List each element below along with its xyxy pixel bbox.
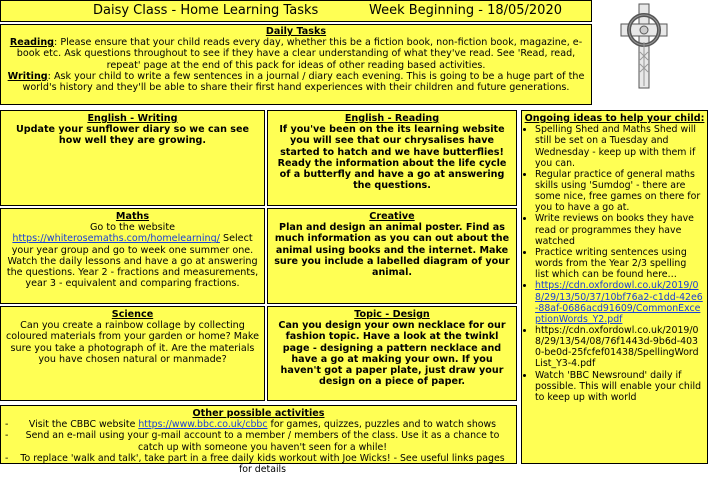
reading-paragraph bbox=[1, 37, 591, 71]
writing-label: Writing bbox=[7, 70, 48, 82]
list-item bbox=[13, 419, 512, 430]
english-writing-box bbox=[0, 110, 265, 206]
cbbc-text-after: for games, quizzes, puzzles and to watch shows bbox=[267, 419, 497, 431]
english-reading-text: If you've been on the its learning website you will see that our chrysalises have started to hatch and we have butterflies! Ready the information about the life cycle of a butterfly and have a go at answering the questions. bbox=[277, 124, 507, 192]
list-item: • Watch 'BBC Newsround' daily if possible. This will enable your child to keep up with world bbox=[535, 370, 703, 403]
creative-title: Creative bbox=[369, 211, 415, 222]
list-item: - To replace 'walk and talk', take part in a free daily kids workout with Joe Wicks! - See useful links pages for details bbox=[13, 453, 512, 475]
header-bar bbox=[0, 0, 592, 22]
english-writing-title: English - Writing bbox=[87, 113, 178, 124]
list-item: • Practice writing sentences using words from the Year 2/3 spelling list which can be found here… bbox=[535, 247, 703, 280]
daily-tasks-box bbox=[0, 24, 592, 105]
ongoing-ideas-list bbox=[522, 124, 707, 403]
english-reading-title: English - Reading bbox=[344, 113, 440, 124]
week-beginning: Week Beginning - 18/05/2020 bbox=[369, 3, 562, 18]
creative-text: Plan and design an animal poster. Find as much information as you can out about the animal using books and the internet. Make sure you include a labelled diagram of your animal. bbox=[274, 222, 510, 279]
list-item: • Spelling Shed and Maths Shed will still be set on a Tuesday and Wednesday - keep up with them if you can. bbox=[535, 124, 703, 169]
maths-text-before: Go to the website bbox=[90, 222, 175, 234]
other-activities-list bbox=[1, 419, 516, 475]
maths-title: Maths bbox=[115, 211, 150, 222]
other-activities-box bbox=[0, 405, 517, 476]
cbbc-text-before: Visit the CBBC website bbox=[28, 419, 139, 431]
list-item: • Regular practice of general maths skills using 'Sumdog' - there are some nice, free games on there for you to have a go at. bbox=[535, 169, 703, 214]
common-exception-words-link[interactable]: https://cdn.oxfordowl.co.uk/2019/08/29/13/50/37/10bf76a2-c1dd-42e6-88af-0686acd91609/CommonExceptionWords_Y2.pdf bbox=[535, 280, 703, 325]
maths-text bbox=[1, 222, 264, 289]
reading-label: Reading bbox=[9, 37, 55, 49]
reading-text: : Please ensure that your child reads every day, whether this be a fiction book, non-fiction book, magazine, e-book etc. Ask questions throughout to see if they have a clear understanding of what they've read. See 'Read, read, repeat' page at the end of this pack for ideas of other reading based activities. bbox=[16, 37, 583, 71]
other-activities-title: Other possible activities bbox=[192, 408, 325, 419]
class-title: Daisy Class - Home Learning Tasks bbox=[93, 3, 319, 18]
writing-paragraph bbox=[1, 71, 591, 93]
white-rose-link[interactable]: https://whiterosemaths.com/homelearning/ bbox=[12, 233, 220, 245]
list-item bbox=[535, 280, 703, 325]
science-box bbox=[0, 306, 265, 401]
list-item: • Write reviews on books they have read or programmes they have watched bbox=[535, 213, 703, 246]
science-title: Science bbox=[111, 309, 154, 320]
cbbc-link[interactable]: https://www.bbc.co.uk/cbbc bbox=[138, 419, 268, 431]
topic-design-title: Topic - Design bbox=[354, 309, 430, 320]
list-item: - Send an e-mail using your g-mail account to a member / members of the class. Use it as a chance to catch up with someone you haven't seen for a while! bbox=[13, 430, 512, 452]
maths-text-after: Select your year group and go to week one summer one. Watch the daily lessons and have a go at answering the questions. Year 2 - fractions and measurements, year 3 - equivalent and comparing fractions. bbox=[6, 233, 259, 290]
celtic-cross-logo bbox=[618, 2, 670, 90]
writing-text: : Ask your child to write a few sentences in a journal / diary each evening. This is going to be a huge part of the world's history and they'll be able to share their first hand experiences with their children and future generations. bbox=[22, 70, 585, 94]
topic-design-box bbox=[267, 306, 517, 401]
science-text: Can you create a rainbow collage by collecting coloured materials from your garden or home? Make sure you take a photograph of it. Are the materials you have chosen natural or manmade? bbox=[6, 320, 259, 365]
list-item: • https://cdn.oxfordowl.co.uk/2019/08/29/13/54/08/76f1443d-9b6d-4030-be0d-25fcfef01438/SpellingWordList_Y3-4.pdf bbox=[535, 325, 703, 370]
english-writing-text: Update your sunflower diary so we can see how well they are growing. bbox=[15, 124, 250, 147]
maths-box bbox=[0, 208, 265, 304]
ongoing-ideas-box bbox=[521, 110, 708, 464]
creative-box bbox=[267, 208, 517, 304]
ongoing-ideas-title: Ongoing ideas to help your child: bbox=[524, 113, 705, 124]
topic-design-text: Can you design your own necklace for our fashion topic. Have a look at the twinkl page - designing a pattern necklace and have a go at making your own. If you haven't got a paper plate, just draw your design on a piece of paper. bbox=[278, 320, 506, 388]
daily-tasks-title: Daily Tasks bbox=[265, 26, 327, 37]
english-reading-box bbox=[267, 110, 517, 206]
